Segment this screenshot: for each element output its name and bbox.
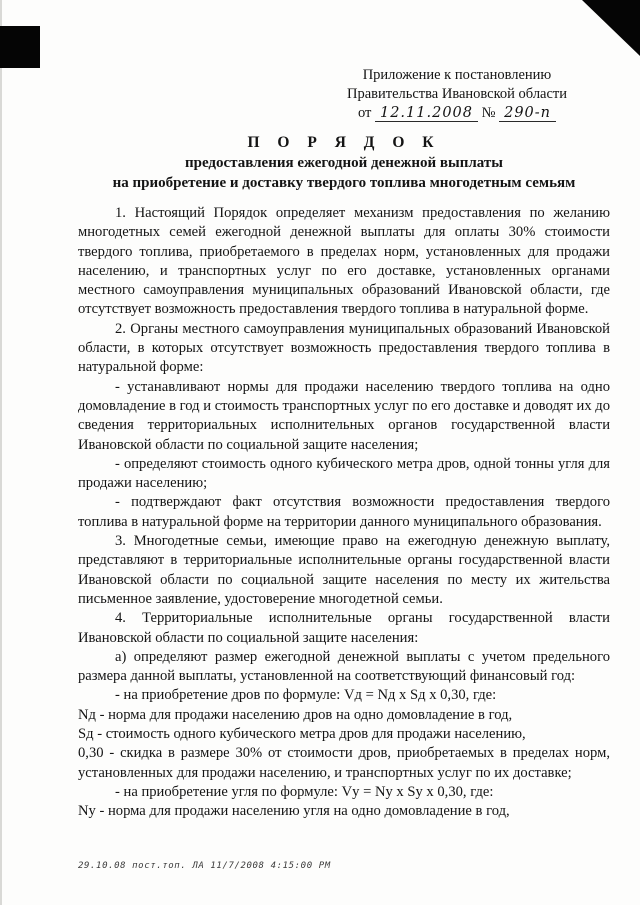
handwritten-date: 12.11.2008 [375, 105, 478, 122]
paragraph: 3. Многодетные семьи, имеющие право на ежегодную денежную выплату, представляют в территориальные исполнительные органы государственной власти Ивановской области по социальной защите населения по месту их жительства письменное заявление, удостоверение многодетной семьи. [78, 533, 610, 607]
paragraph: - подтверждают факт отсутствия возможности предоставления твердого топлива в натуральной форме на территории данного муниципального образования. [78, 494, 610, 530]
appendix-header [302, 66, 612, 123]
paragraph: - на приобретение угля по формуле: Vу = Nу х Sу х 0,30, где: [115, 783, 494, 800]
paragraph: - на приобретение дров по формуле: Vд = Nд х Sд х 0,30, где: [115, 687, 497, 704]
appendix-header-line1: Приложение к постановлению [362, 67, 552, 83]
date-prefix: от [357, 105, 372, 121]
document-footer: 29.10.08 пост.топ. ЛА 11/7/2008 4:15:00 PM [78, 861, 331, 871]
title-line1: П О Р Я Д О К [247, 134, 441, 151]
scan-artifact-corner-triangle [582, 0, 640, 56]
paragraph: - устанавливают нормы для продажи населению твердого топлива на одно домовладение в год и стоимость транспортных услуг по его доставке и доводят их до сведения территориальных исполнительных органов государственной власти Ивановской области по социальной защите населения; [78, 378, 610, 453]
paragraph: а) определяют размер ежегодной денежной выплаты с учетом предельного размера данной выплаты, установленной на соответствующий финансовый год: [78, 648, 610, 685]
handwritten-number: 290-п [499, 105, 556, 122]
paragraph: - определяют стоимость одного кубического метра дров, одной тонны угля для продажи населению; [78, 455, 610, 492]
number-sign: № [481, 105, 496, 121]
paragraph: 0,30 - скидка в размере 30% от стоимости дров, приобретаемых в пределах норм, установленных для продажи населению, и транспортных услуг по их доставке; [78, 745, 610, 781]
paragraph: Nу - норма для продажи населению угля на одно домовладение в год, [78, 803, 510, 820]
paragraph: 1. Настоящий Порядок определяет механизм предоставления по желанию многодетных семей ежегодной денежной выплаты для оплаты 30% стоимости твердого топлива, приобретаемого в пределах норм, установленных для продажи населению, и транспортных услуг по его доставке, установленных органами местного самоуправления муниципальных образований Ивановской области, где отсутствует возможность предоставления твердого топлива в натуральной форме. [78, 205, 610, 318]
paragraph: Sд - стоимость одного кубического метра дров для продажи населению, [78, 726, 526, 743]
document-title [78, 133, 610, 193]
paragraph: 2. Органы местного самоуправления муниципальных образований Ивановской области, в которых отсутствует возможность предоставления твердого топлива в натуральной форме: [78, 320, 610, 376]
scan-edge-line [0, 0, 2, 905]
appendix-header-line2: Правительства Ивановской области [346, 86, 568, 102]
document-body [78, 204, 610, 822]
appendix-header-date-line [302, 104, 612, 123]
paragraph: 4. Территориальные исполнительные органы государственной власти Ивановской области по социальной защите населения: [78, 610, 610, 646]
title-line3: на приобретение и доставку твердого топлива многодетным семьям [112, 175, 576, 191]
title-line2: предоставления ежегодной денежной выплаты [184, 155, 503, 171]
paragraph: Nд - норма для продажи населению дров на одно домовладение в год, [78, 706, 513, 723]
scan-artifact-square [0, 26, 40, 68]
